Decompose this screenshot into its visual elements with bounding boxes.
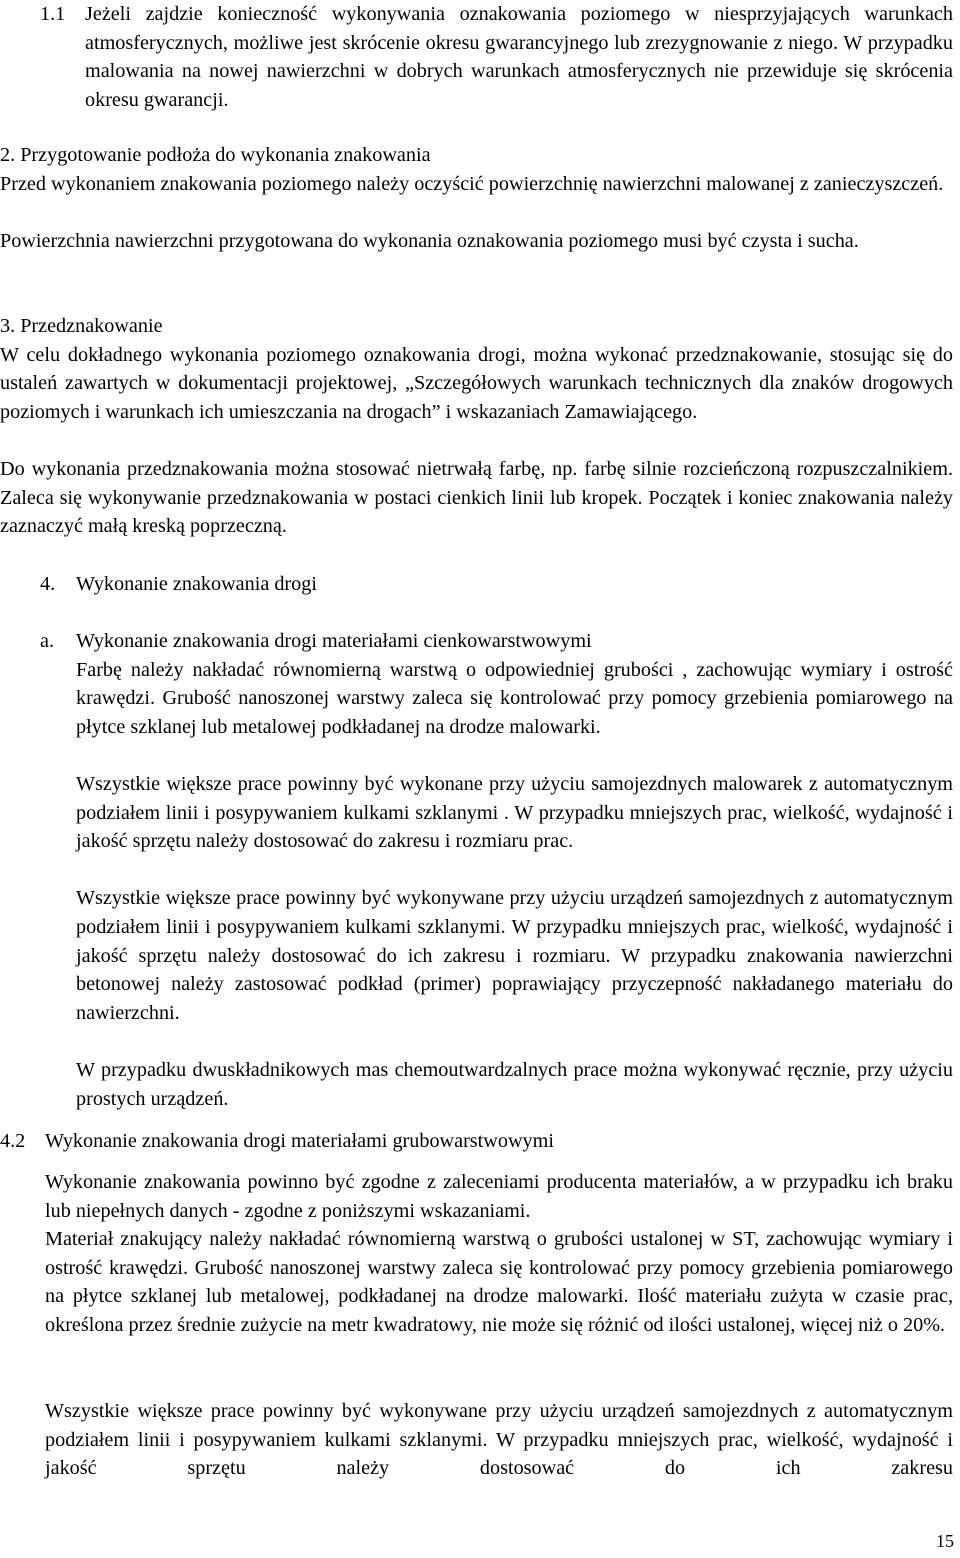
section-4a-paragraph-1: Farbę należy nakładać równomierną warstwą o odpowiedniej grubości , zachowując wymiary i ostrość krawędzi. Grubość nanoszonej warstwy zaleca się kontrolować przy pomocy grzebienia pomiarowego na płytce szklanej lub metalowej podkładanej na drodze malowarki. [76, 658, 953, 738]
section-4a-paragraph-3: Wszystkie większe prace powinny być wykonywane przy użyciu urządzeń samojezdnych z automatycznym podziałem linii i posypywaniem kulkami szklanymi. W przypadku mniejszych prac, wielkość, wydajność i jakość sprzętu należy dostosować do ich zakresu i rozmiaru. W przypadku znakowania nawierzchni betonowej należy zastosować podkład (primer) poprawiający przyczepność nakładanego materiału do nawierzchni. [76, 887, 953, 1024]
section-4-2-paragraph-2: Materiał znakujący należy nakładać równomierną warstwą o grubości ustalonej w ST, zachowując wymiary i ostrość krawędzi. Grubość nanoszonej warstwy zaleca się kontrolować przy pomocy grzebienia pomiarowego na płytce szklanej lub metalowej, podkładanej na drodze malowarki. Ilość materiału zużyta w czasie prac, określona przez średnie zużycie na metr kwadratowy, nie może się różnić od ilości ustalonej, więcej niż o 20%. [45, 1228, 953, 1336]
section-4a-number: a. [40, 630, 55, 652]
section-1-1-number: 1.1 [40, 3, 66, 25]
section-2-paragraph-1: Przed wykonaniem znakowania poziomego należy oczyścić powierzchnię nawierzchni malowanej z zanieczyszczeń. [0, 172, 944, 195]
section-4-2-paragraph-1: Wykonanie znakowania powinno być zgodne z zaleceniami producenta materiałów, a w przypadku ich braku lub niepełnych danych - zgodne z poniższymi wskazaniami. [45, 1171, 953, 1222]
section-4a-paragraph-4: W przypadku dwuskładnikowych mas chemoutwardzalnych prace można wykonywać ręcznie, przy użyciu prostych urządzeń. [76, 1059, 953, 1110]
section-4-2-heading: Wykonanie znakowania drogi materiałami grubowarstwowymi [45, 1130, 554, 1152]
section-3-paragraph-2: Do wykonania przedznakowania można stosować nietrwałą farbę, np. farbę silnie rozcieńczoną rozpuszczalnikiem. Zaleca się wykonywanie przedznakowania w postaci cienkich linii lub kropek. Początek i koniec znakowania należy zaznaczyć małą kreską poprzeczną. [0, 458, 953, 538]
section-4a-heading: Wykonanie znakowania drogi materiałami cienkowarstwowymi [76, 630, 592, 652]
page-number: 15 [936, 1531, 954, 1551]
section-3-paragraph-1: W celu dokładnego wykonania poziomego oznakowania drogi, można wykonać przedznakowanie, stosując się do ustaleń zawartych w dokumentacji projektowej, „Szczegółowych warunkach technicznych dla znaków drogowych poziomych i warunkach ich umieszczania na drogach” i wskazaniach Zamawiającego. [0, 343, 953, 423]
section-4-2-paragraph-3: Wszystkie większe prace powinny być wykonywane przy użyciu urządzeń samojezdnych z automatycznym podziałem linii i posypywaniem kulkami szklanymi. W przypadku mniejszych prac, wielkość, wydajność i jakość sprzętu należy dostosować do ich zakresu [45, 1400, 953, 1480]
section-2-paragraph-2: Powierzchnia nawierzchni przygotowana do wykonania oznakowania poziomego musi być czysta i sucha. [0, 229, 859, 252]
section-3-heading: 3. Przedznakowanie [0, 315, 163, 337]
section-4-2-number: 4.2 [0, 1130, 26, 1152]
section-1-1-text: Jeżeli zajdzie konieczność wykonywania oznakowania poziomego w niesprzyjających warunkach atmosferycznych, możliwe jest skrócenie okresu gwarancyjnego lub zrezygnowanie z niego. W przypadku malowania na nowej nawierzchni w dobrych warunkach atmosferycznych nie przewiduje się skrócenia okresu gwarancji. [85, 3, 953, 111]
section-4a-paragraph-2: Wszystkie większe prace powinny być wykonane przy użyciu samojezdnych malowarek z automatycznym podziałem linii i posypywaniem kulkami szklanymi . W przypadku mniejszych prac, wielkość, wydajność i jakość sprzętu należy dostosować do zakresu i rozmiaru prac. [76, 773, 953, 853]
section-2-heading: 2. Przygotowanie podłoża do wykonania znakowania [0, 144, 431, 166]
section-4-number: 4. [40, 573, 56, 595]
section-4-heading: Wykonanie znakowania drogi [76, 573, 317, 595]
